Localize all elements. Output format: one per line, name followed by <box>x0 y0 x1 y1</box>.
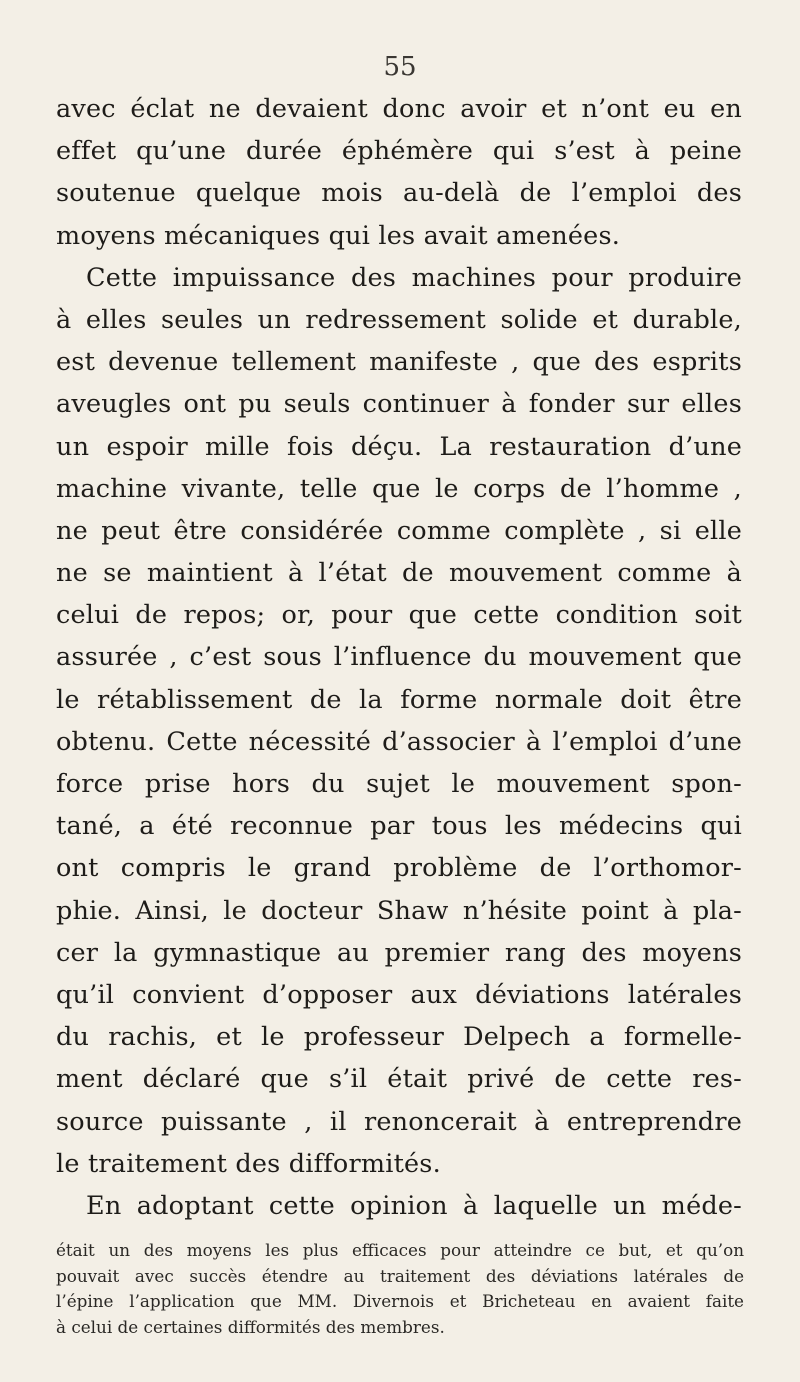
text-line: machine vivante, telle que le corps de l’homme , <box>56 473 742 504</box>
text-line: source puissante , il renoncerait à entreprendre <box>56 1106 742 1137</box>
text-line: effet qu’une durée éphémère qui s’est à peine <box>56 136 742 167</box>
text-line: qu’il convient d’opposer aux déviations latérales <box>56 979 742 1010</box>
footnote-line: était un des moyens les plus efficaces pour atteindre ce but, et qu’on <box>56 1240 744 1260</box>
footnote <box>56 1238 744 1340</box>
text-line: assurée , c’est sous l’influence du mouvement que <box>56 642 742 673</box>
text-line: obtenu. Cette nécessité d’associer à l’emploi d’une <box>56 726 742 757</box>
text-line: est devenue tellement manifeste , que des esprits <box>56 347 742 378</box>
text-line: du rachis, et le professeur Delpech a formelle- <box>56 1022 742 1053</box>
footnote-line: à celui de certaines difformités des membres. <box>56 1316 445 1337</box>
text-line: moyens mécaniques qui les avait amenées. <box>56 220 621 251</box>
footnote-line: pouvait avec succès étendre au traitement des déviations latérales de <box>56 1265 744 1286</box>
text-line: ne peut être considérée comme complète , si elle <box>56 515 742 546</box>
text-line: le traitement des difformités. <box>56 1148 441 1179</box>
text-line: soutenue quelque mois au-delà de l’emploi des <box>56 178 742 209</box>
text-line: phie. Ainsi, le docteur Shaw n’hésite point à pla- <box>56 895 742 926</box>
text-line: le rétablissement de la forme normale doit être <box>56 684 742 715</box>
text-line: ont compris le grand problème de l’orthomor- <box>56 853 742 884</box>
footnote-line: l’épine l’application que MM. Divernois et Bricheteau en avaient faite <box>56 1291 744 1312</box>
text-line: tané, a été reconnue par tous les médecins qui <box>56 811 742 842</box>
text-line: cer la gymnastique au premier rang des moyens <box>56 937 742 968</box>
text-line: un espoir mille fois déçu. La restauration d’une <box>56 431 742 462</box>
main-text <box>56 88 742 1227</box>
text-line: Cette impuissance des machines pour produire <box>86 262 742 293</box>
text-line: En adoptant cette opinion à laquelle un méde- <box>86 1190 742 1221</box>
page-number: 55 <box>383 52 417 82</box>
text-line: avec éclat ne devaient donc avoir et n’ont eu en <box>56 94 742 124</box>
text-line: aveugles ont pu seuls continuer à fonder sur elles <box>56 389 742 420</box>
text-line: ment déclaré que s’il était privé de cette res- <box>56 1064 742 1095</box>
text-line: ne se maintient à l’état de mouvement comme à <box>56 558 742 589</box>
text-line: force prise hors du sujet le mouvement spon- <box>56 769 742 799</box>
text-line: celui de repos; or, pour que cette condition soit <box>56 600 742 631</box>
text-line: à elles seules un redressement solide et durable, <box>56 304 742 335</box>
